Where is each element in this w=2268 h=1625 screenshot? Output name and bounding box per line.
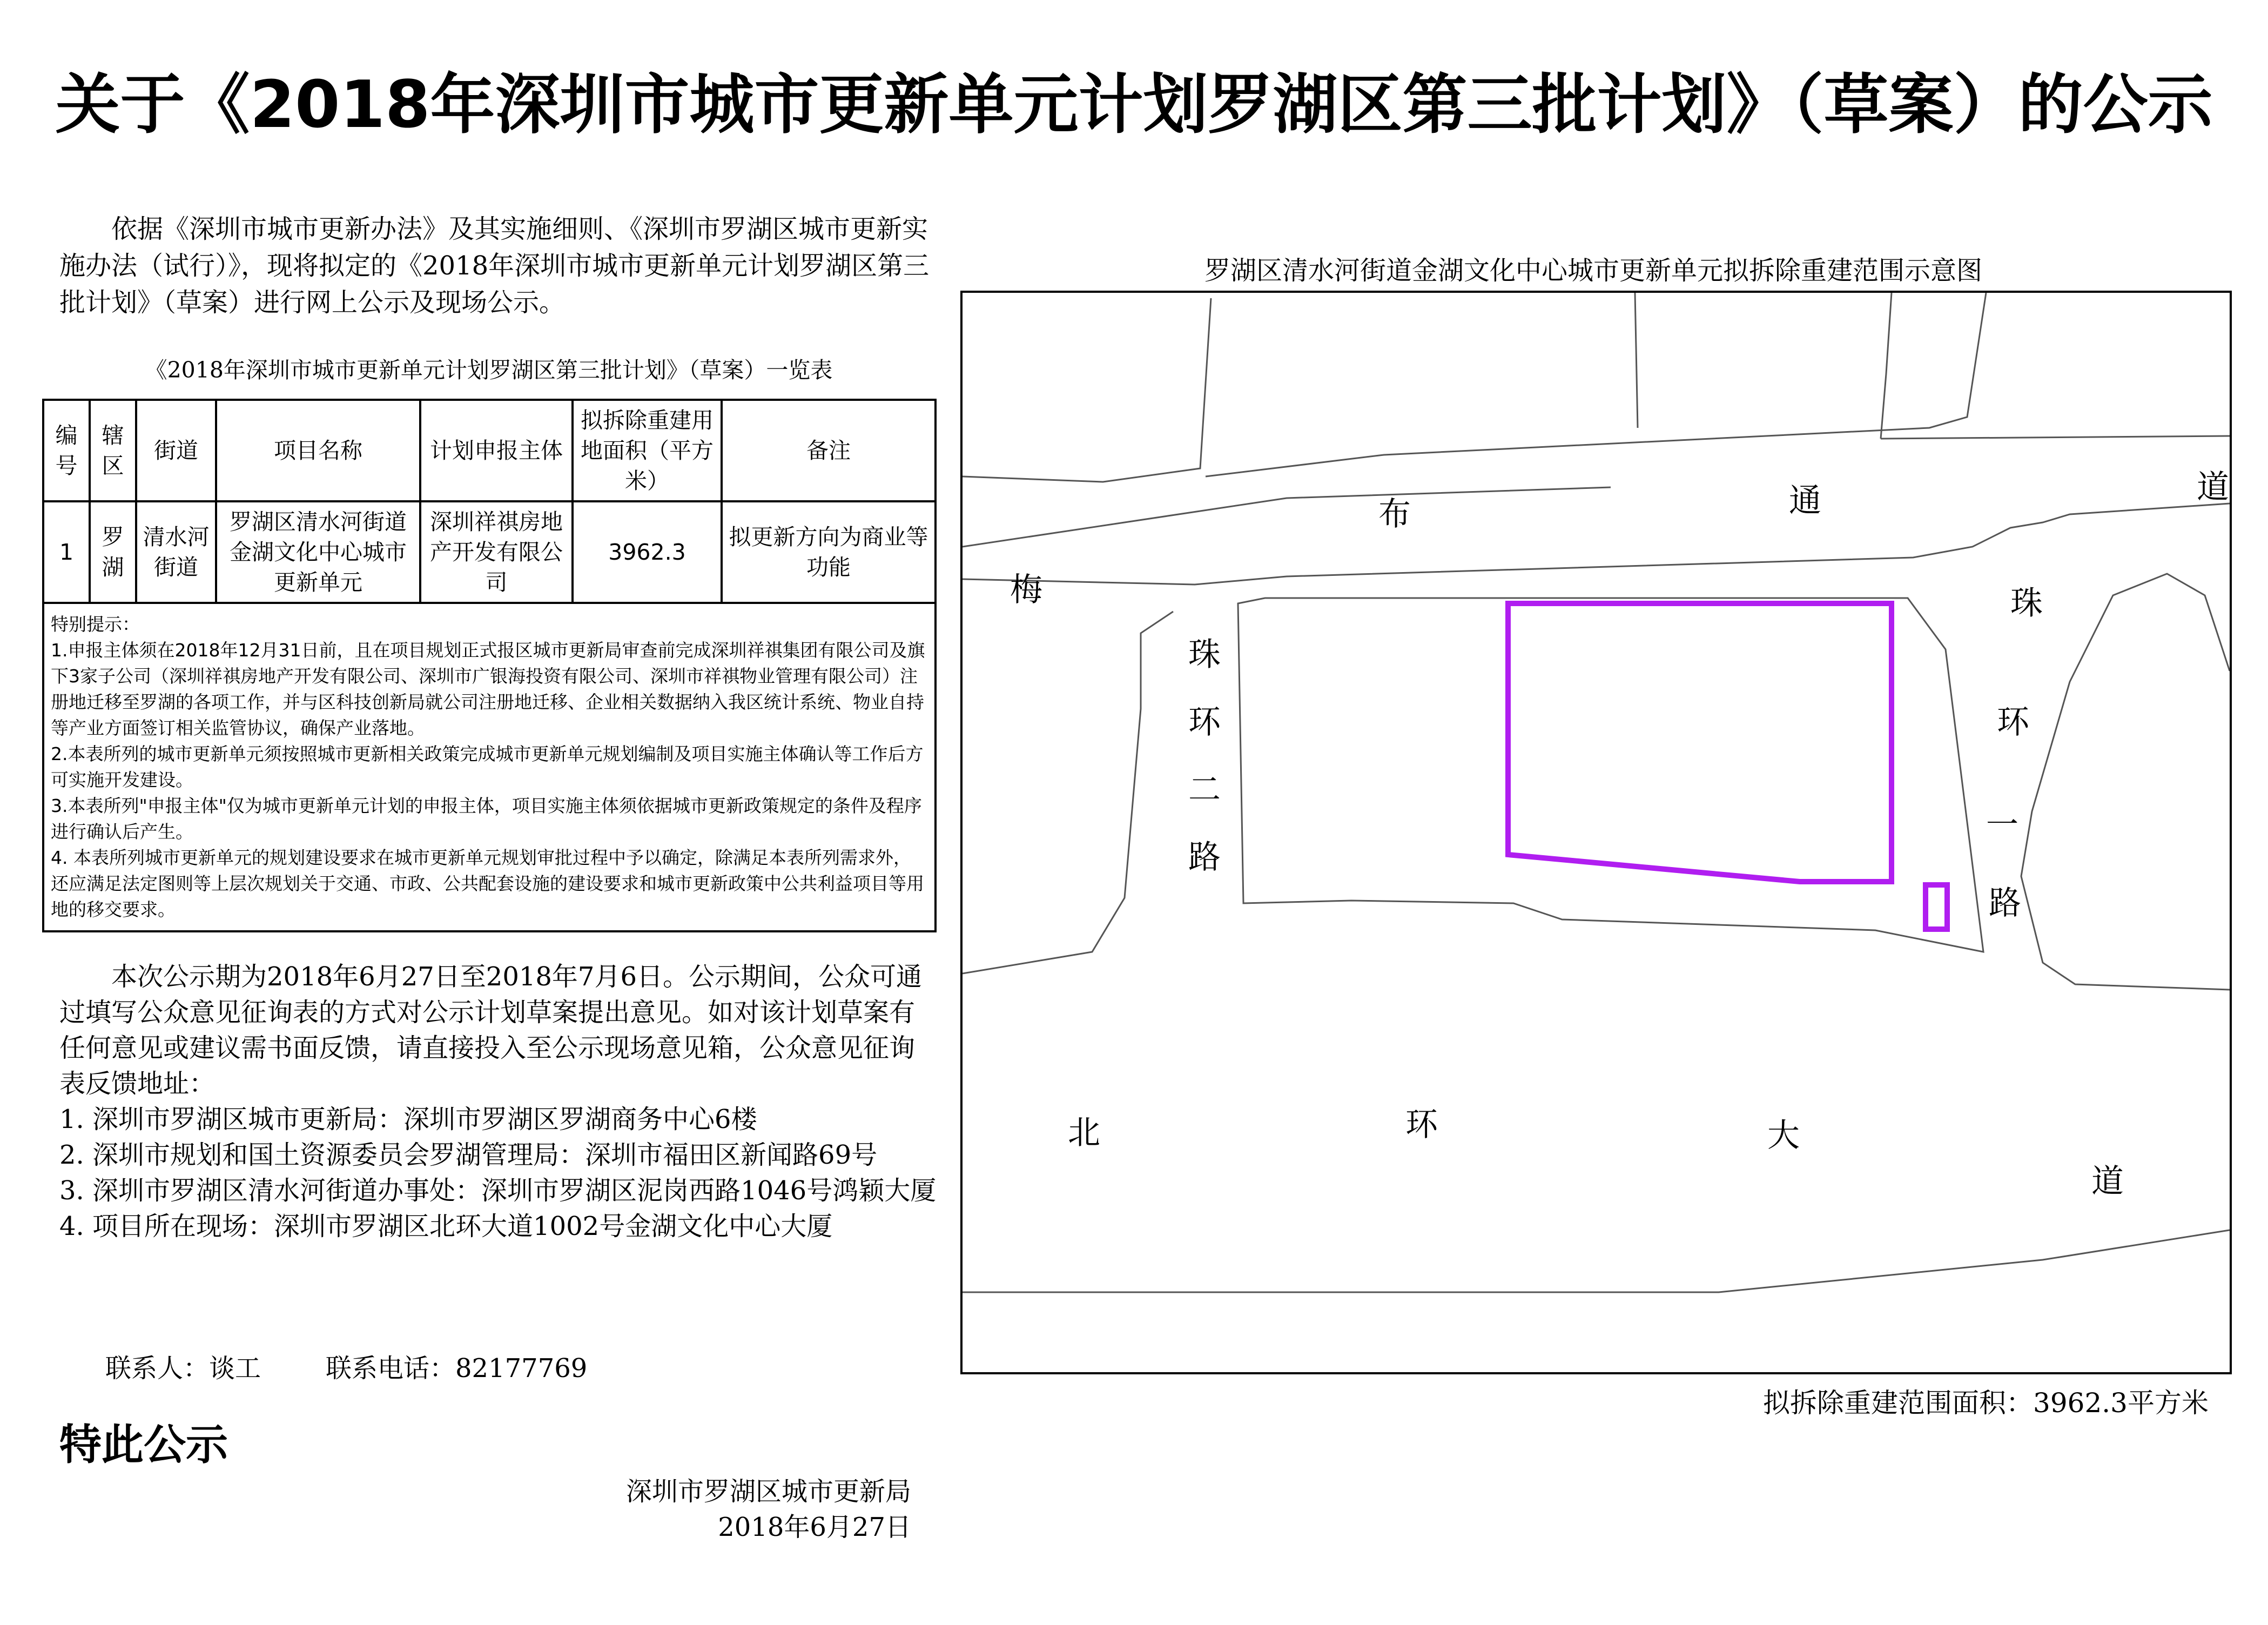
note-item: 2.本表所列的城市更新单元须按照城市更新相关政策完成城市更新单元规划编制及项目实施主体确认等工作后方可实施开发建设。	[51, 743, 924, 790]
road-edge	[963, 487, 1611, 547]
site-block	[1238, 598, 1983, 952]
road-label: 梅	[1010, 571, 1042, 609]
note-item: 3.本表所列"申报主体"仅为城市更新单元计划的申报主体，项目实施主体须依据城市更新政策规定的条件及程序进行确认后产生。	[51, 795, 922, 842]
road-label: 环	[1188, 703, 1221, 741]
road-label: 大	[1767, 1117, 1800, 1154]
intro-paragraph	[59, 211, 940, 321]
cell-street: 清水河街道	[136, 501, 216, 603]
special-notes	[43, 603, 936, 931]
road-label: 二	[1188, 771, 1221, 809]
cell-remarks: 拟更新方向为商业等功能	[722, 501, 936, 603]
header-project-name: 项目名称	[216, 400, 420, 501]
signer-org: 深圳市罗湖区城市更新局	[625, 1476, 911, 1507]
signature-block	[626, 1474, 911, 1545]
address-item: 2. 深圳市规划和国土资源委员会罗湖管理局：深圳市福田区新闻路69号	[59, 1140, 878, 1170]
header-remarks: 备注	[722, 400, 936, 501]
notes-title: 特别提示：	[51, 614, 140, 635]
site-area-note: 拟拆除重建范围面积：3962.3平方米	[1763, 1387, 2209, 1419]
road-label: 通	[1789, 482, 1821, 520]
public-period-paragraph: 本次公示期为2018年6月27日至2018年7月6日。公示期间，公众可通过填写公众意见征询表的方式对公示计划草案提出意见。如对该计划草案有任何意见或建议需书面反馈，请直接投入至公示现场意见箱，公众意见征询表反馈地址：	[59, 962, 923, 1099]
cell-applicant: 深圳祥祺房地产开发有限公司	[420, 501, 573, 603]
contact-line	[105, 1351, 587, 1386]
header-number: 编号	[43, 400, 90, 501]
note-item: 1.申报主体须在2018年12月31日前，且在项目规划正式报区城市更新局审查前完成深圳祥祺集团有限公司及旗下3家子公司（深圳祥祺房地产开发有限公司、深圳市广银海投资有限公司、深圳市祥祺物业管理有限公司）注册地迁移至罗湖的各项工作，并与区科技创新局就公司注册地迁移、企业相关数据纳入我区统计系统、物业自持等产业方面签订相关监管协议，确保产业落地。	[51, 640, 925, 738]
page-title: 关于《2018年深圳市城市更新单元计划罗湖区第三批计划》（草案）的公示	[55, 68, 2213, 143]
plan-table	[42, 399, 937, 932]
road-label: 道	[2091, 1163, 2124, 1200]
road-label: 珠	[2010, 585, 2043, 622]
road-edge	[963, 298, 1211, 482]
road-edge	[963, 1230, 2230, 1292]
table-caption: 《2018年深圳市城市更新单元计划罗湖区第三批计划》（草案）一览表	[145, 357, 833, 383]
road-label: 路	[1188, 838, 1221, 876]
cell-project-name: 罗湖区清水河街道金湖文化中心城市更新单元	[216, 501, 420, 603]
boundary-main	[1508, 603, 1892, 882]
address-item: 3. 深圳市罗湖区清水河街道办事处：深圳市罗湖区泥岗西路1046号鸿颖大厦	[59, 1176, 937, 1206]
notice-heading: 特此公示	[59, 1421, 228, 1469]
address-item: 4. 项目所在现场：深圳市罗湖区北环大道1002号金湖文化中心大厦	[59, 1211, 833, 1241]
map-caption: 罗湖区清水河街道金湖文化中心城市更新单元拟拆除重建范围示意图	[1204, 256, 1982, 286]
header-street: 街道	[136, 400, 216, 501]
address-item: 1. 深圳市罗湖区城市更新局：深圳市罗湖区罗湖商务中心6楼	[59, 1104, 757, 1134]
contact-person: 联系人：谈工	[105, 1353, 261, 1384]
note-item: 4. 本表所列城市更新单元的规划建设要求在城市更新单元规划审批过程中予以确定，除满足本表所列需求外，还应满足法定图则等上层次规划关于交通、市政、公共配套设施的建设要求和城市更新政策中公共利益项目等用地的移交要求。	[51, 847, 924, 920]
cell-number: 1	[43, 501, 90, 603]
road-label: 布	[1378, 495, 1411, 533]
road-edge	[1635, 293, 1638, 428]
road-label: 珠	[1188, 636, 1221, 674]
road-label: 道	[2197, 468, 2229, 506]
table-row	[43, 501, 936, 603]
map-drawing	[963, 293, 2230, 1372]
road-edges	[963, 293, 2230, 1292]
road-edge	[963, 612, 1173, 973]
cell-district: 罗湖	[90, 501, 136, 603]
road-edge	[1881, 293, 1892, 439]
header-applicant: 计划申报主体	[420, 400, 573, 501]
notes-row	[43, 603, 936, 931]
road-edge	[2021, 574, 2230, 990]
road-edge	[963, 503, 2230, 585]
road-label: 路	[1989, 884, 2021, 922]
header-area: 拟拆除重建用地面积（平方米）	[573, 400, 722, 501]
header-district: 辖区	[90, 400, 136, 501]
road-label: 环	[1997, 703, 2029, 741]
road-label: 环	[1405, 1106, 1438, 1144]
signer-date: 2018年6月27日	[718, 1512, 911, 1542]
road-label: 一	[1986, 806, 2018, 844]
contact-phone: 联系电话：82177769	[326, 1353, 588, 1384]
cell-area: 3962.3	[573, 501, 722, 603]
road-edge	[1881, 436, 2230, 439]
boundary-small	[1926, 885, 1947, 929]
road-edge	[1206, 293, 1986, 476]
public-notice-section	[59, 959, 940, 1244]
table-header-row	[43, 400, 936, 501]
road-label: 北	[1068, 1114, 1100, 1152]
redevelopment-boundary	[1508, 603, 1947, 929]
intro-text: 依据《深圳市城市更新办法》及其实施细则、《深圳市罗湖区城市更新实施办法（试行）》，现将拟定的《2018年深圳市城市更新单元计划罗湖区第三批计划》（草案）进行网上公示及现场公示。	[59, 214, 930, 318]
site-map	[960, 291, 2232, 1374]
